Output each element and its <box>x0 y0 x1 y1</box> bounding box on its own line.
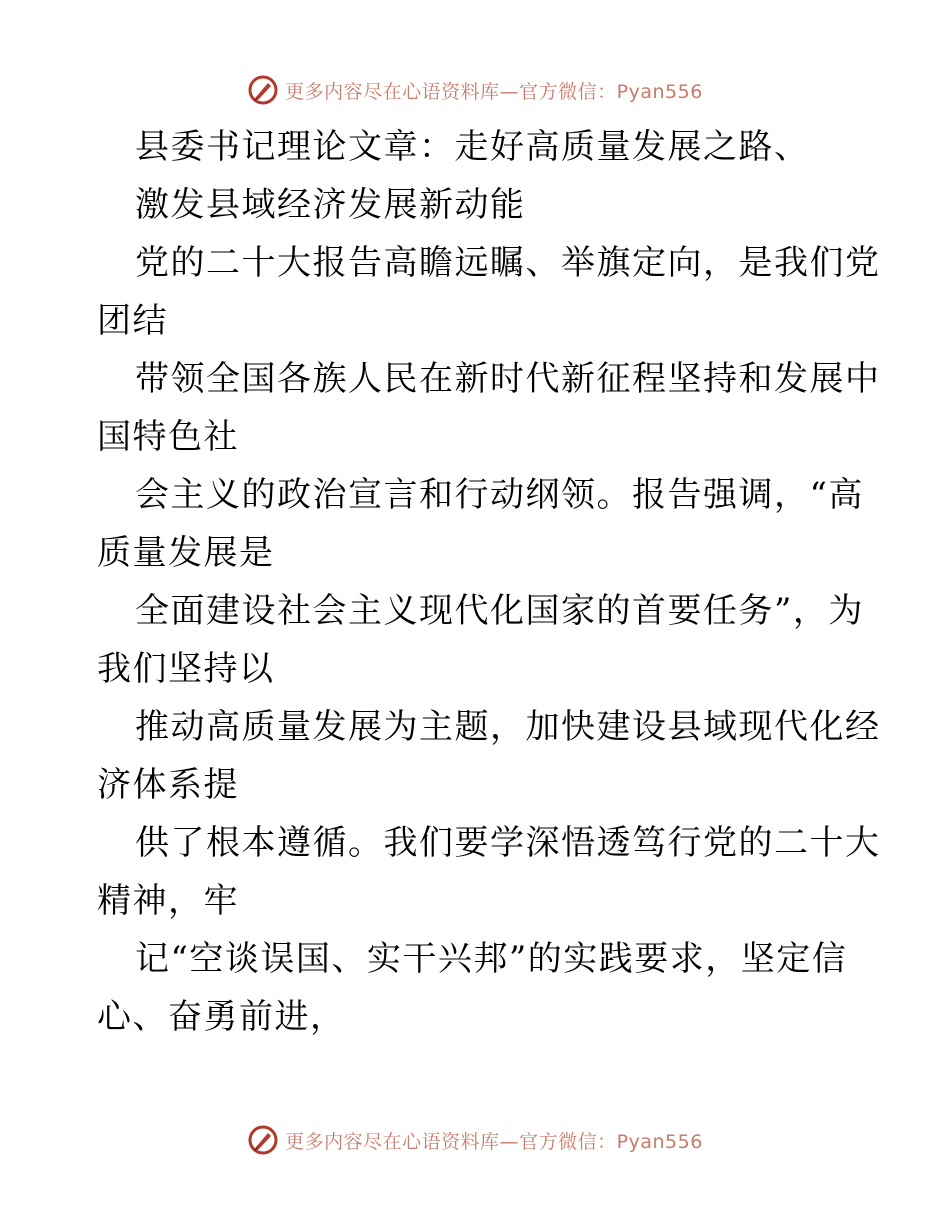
text-line: 供了根本遵循。我们要学深悟透笃行党的二十大 <box>135 823 881 863</box>
text-line: 推动高质量发展为主题，加快建设县域现代化经 <box>135 707 881 747</box>
text-line: 全面建设社会主义现代化国家的首要任务”，为 <box>135 591 864 631</box>
header-watermark-banner <box>0 70 950 110</box>
text-line: 党的二十大报告高瞻远瞩、举旗定向，是我们党 <box>135 243 881 283</box>
text-line: 激发县域经济发展新动能 <box>135 185 526 225</box>
text-line: 团结 <box>97 301 168 341</box>
text-line: 记“空谈误国、实干兴邦”的实践要求，坚定信 <box>135 939 848 979</box>
text-line: 我们坚持以 <box>97 649 275 689</box>
text-line: 县委书记理论文章：走好高质量发展之路、 <box>135 127 810 167</box>
watermark-text: 更多内容尽在心语资料库—官方微信：Pyan556 <box>285 80 703 103</box>
text-line: 国特色社 <box>97 417 239 457</box>
watermark-text: 更多内容尽在心语资料库—官方微信：Pyan556 <box>285 1130 703 1153</box>
text-line: 带领全国各族人民在新时代新征程坚持和发展中 <box>135 359 881 399</box>
footer-watermark-banner <box>0 1120 950 1160</box>
text-line: 会主义的政治宣言和行动纲领。报告强调，“高 <box>135 475 864 515</box>
text-line: 济体系提 <box>97 765 239 805</box>
pen-logo-icon <box>247 1124 279 1156</box>
pen-logo-icon <box>247 74 279 106</box>
document-body <box>97 118 881 1046</box>
text-line: 精神，牢 <box>97 881 239 921</box>
text-line: 质量发展是 <box>97 533 275 573</box>
text-line: 心、奋勇前进， <box>97 997 346 1037</box>
